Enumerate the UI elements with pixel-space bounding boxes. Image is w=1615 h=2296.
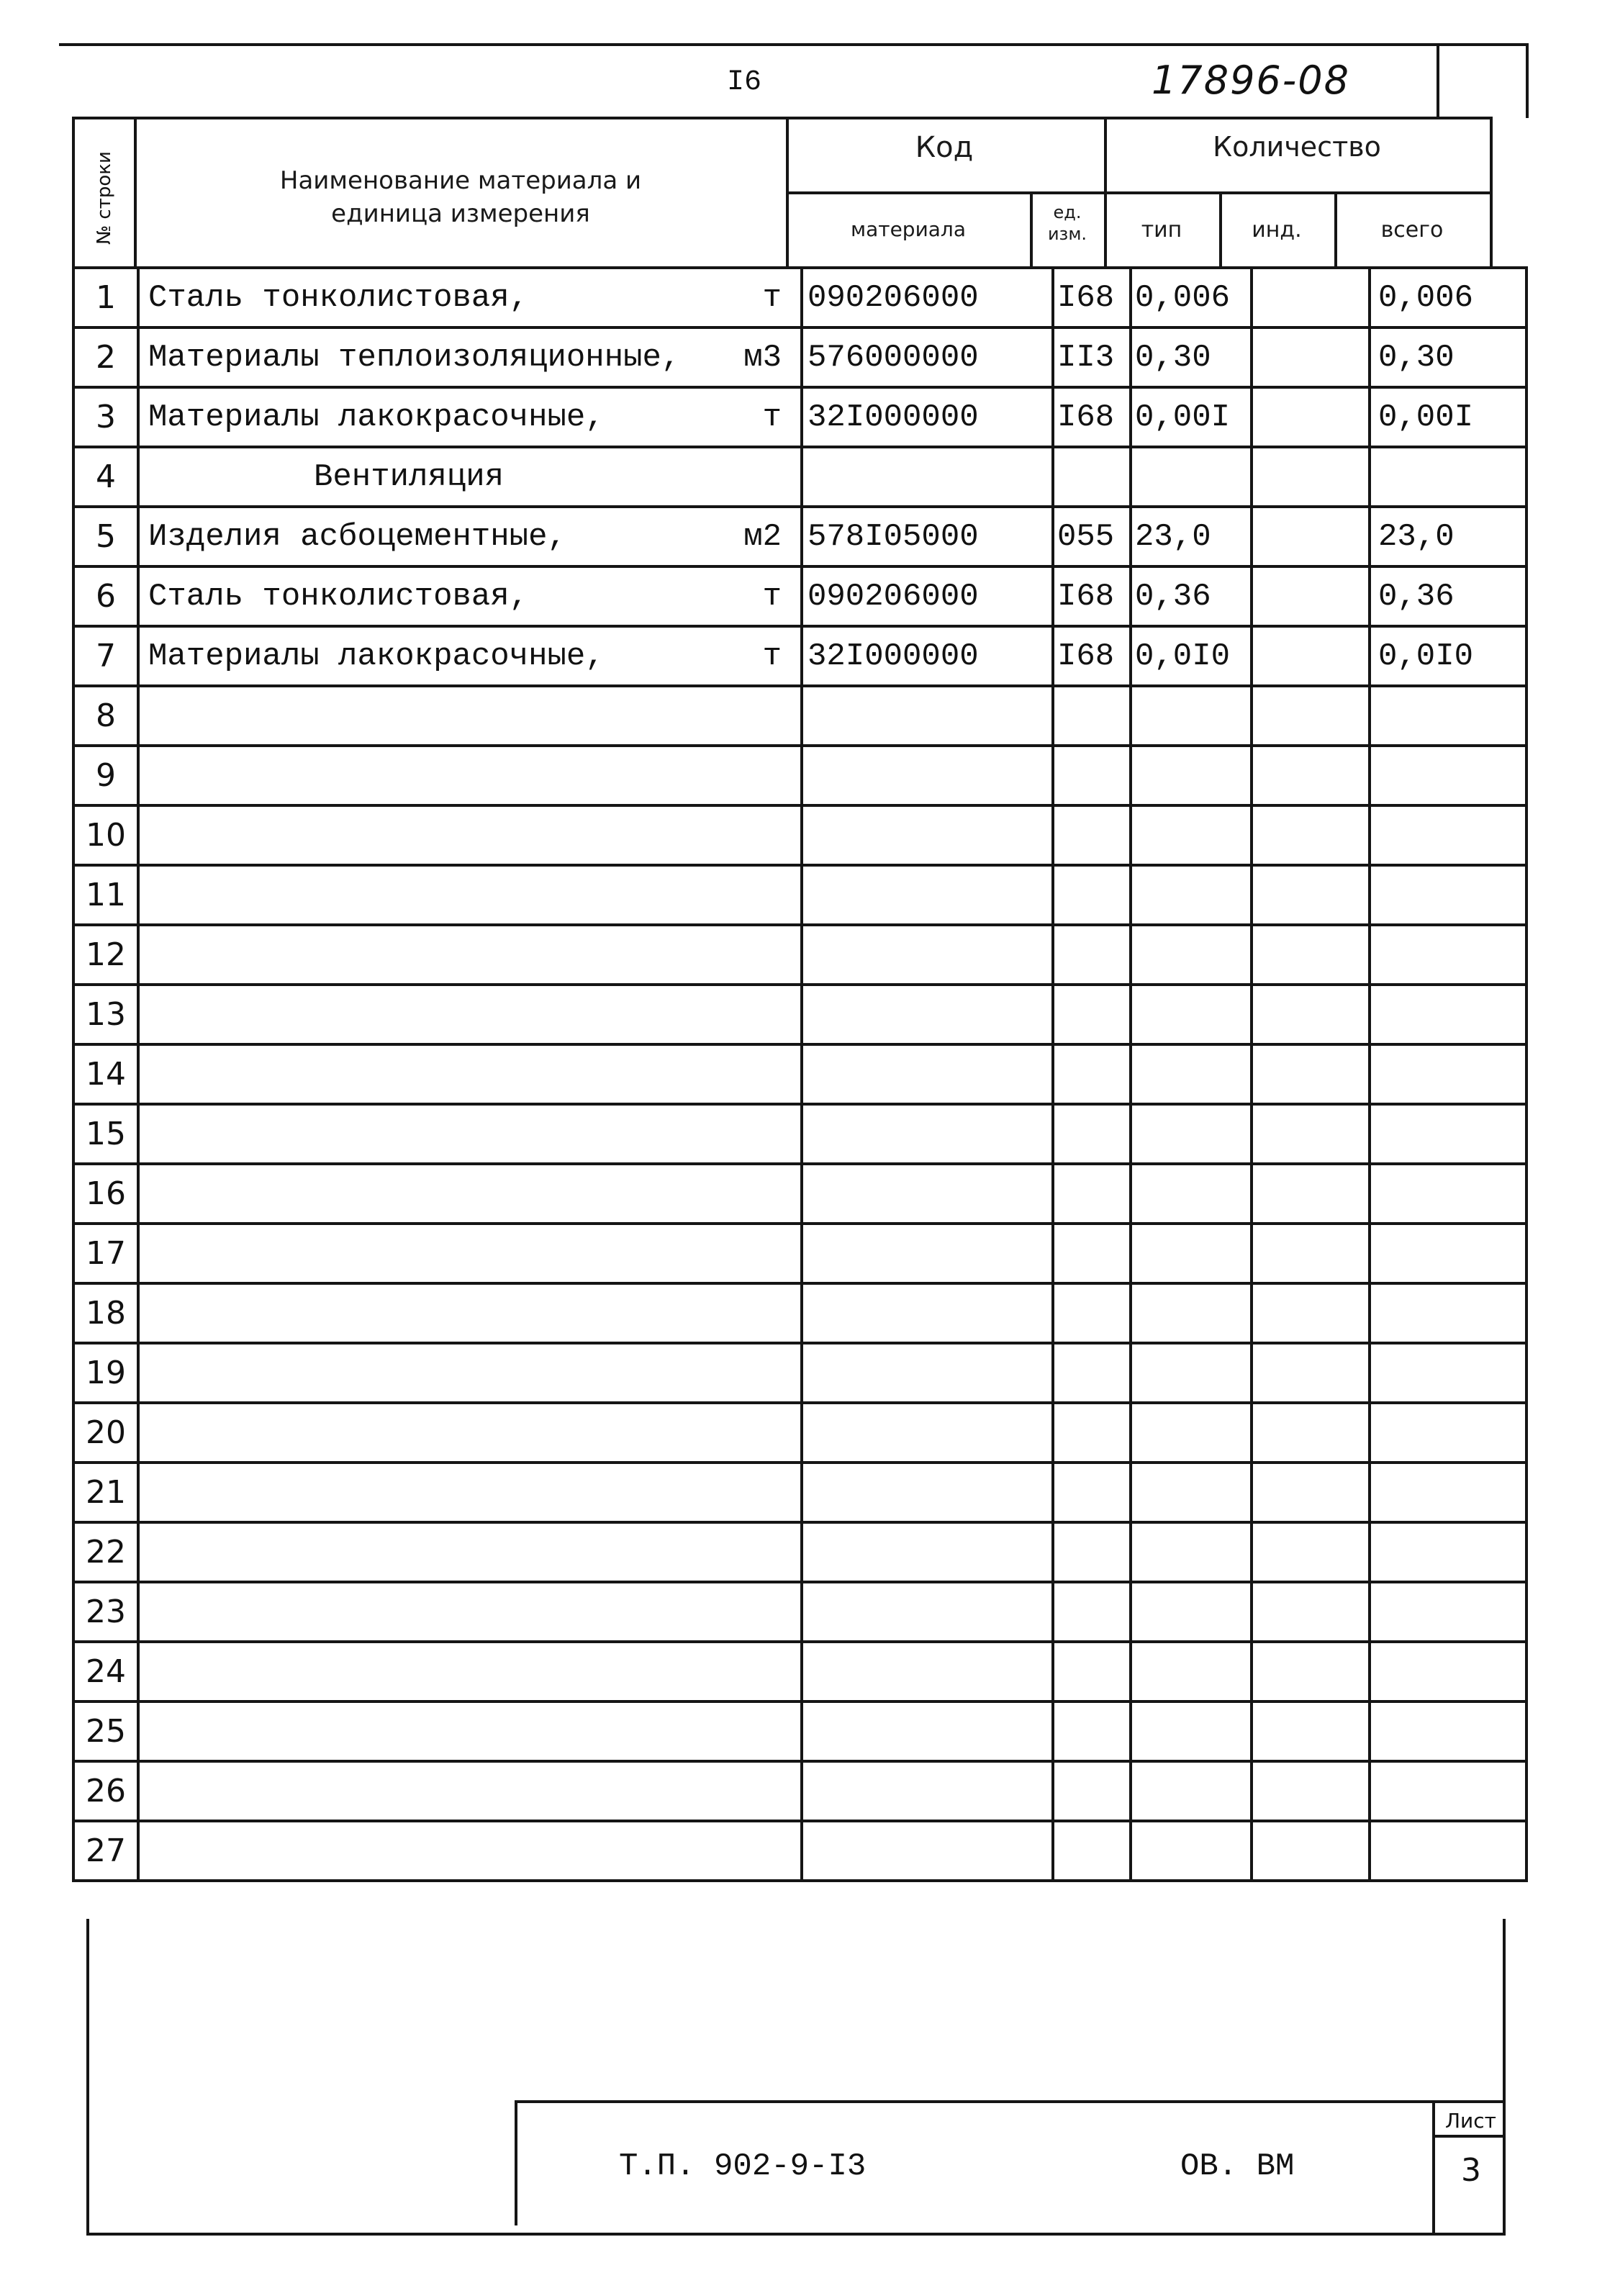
material-name-cell [138, 626, 802, 686]
sheet-divider [1432, 2100, 1435, 2234]
table-row [73, 1224, 1526, 1283]
quantity-ind [1252, 1224, 1370, 1283]
quantity-ind [1252, 268, 1370, 327]
quantity-ind [1252, 327, 1370, 387]
quantity-ind [1252, 925, 1370, 985]
quantity-ind [1252, 686, 1370, 746]
row-number: 11 [73, 865, 138, 925]
table-row [73, 1761, 1526, 1821]
material-code [802, 1582, 1053, 1642]
table-row [73, 447, 1526, 507]
quantity-type [1131, 1044, 1252, 1104]
material-code [802, 985, 1053, 1044]
material-name-cell [138, 1522, 802, 1582]
material-code [802, 805, 1053, 865]
row-number: 3 [73, 387, 138, 447]
quantity-type: 0,00I [1131, 387, 1252, 447]
material-name-cell [138, 1283, 802, 1343]
material-name-cell [138, 1104, 802, 1164]
unit-code [1053, 1343, 1131, 1403]
row-number: 26 [73, 1761, 138, 1821]
bottom-rule [86, 2233, 1506, 2236]
material-code [802, 1463, 1053, 1522]
row-number: 21 [73, 1463, 138, 1522]
material-name-cell [138, 387, 802, 447]
row-number: 8 [73, 686, 138, 746]
code-header: Код [915, 131, 974, 164]
ind-header: инд. [1252, 217, 1302, 243]
row-number: 10 [73, 805, 138, 865]
row-number: 25 [73, 1701, 138, 1761]
material-name-cell [138, 1164, 802, 1224]
unit-code [1053, 925, 1131, 985]
material-code [802, 1104, 1053, 1164]
table-row [73, 1343, 1526, 1403]
table-row [73, 865, 1526, 925]
quantity-type [1131, 925, 1252, 985]
unit-code [1053, 686, 1131, 746]
type-header: тип [1141, 217, 1182, 243]
quantity-ind [1252, 1343, 1370, 1403]
quantity-type [1131, 1761, 1252, 1821]
unit-code: I68 [1053, 268, 1131, 327]
unit-code [1053, 1642, 1131, 1701]
quantity-total [1370, 925, 1526, 985]
table-row [73, 566, 1526, 626]
quantity-type [1131, 1343, 1252, 1403]
table-row [73, 1582, 1526, 1642]
sheet-label-rule [1432, 2135, 1504, 2138]
name-header: Наименование материала и единица измерения [279, 166, 642, 228]
material-code [802, 865, 1053, 925]
material-name-cell [138, 566, 802, 626]
quantity-total [1370, 1642, 1526, 1701]
material-code [802, 746, 1053, 805]
unit-of-measure: т [762, 578, 782, 615]
quantity-type [1131, 985, 1252, 1044]
table-row [73, 1283, 1526, 1343]
unit-code [1053, 1283, 1131, 1343]
table-row [73, 1701, 1526, 1761]
unit-of-measure: т [762, 279, 782, 316]
row-number: 23 [73, 1582, 138, 1642]
unit-code [1053, 1582, 1131, 1642]
quantity-total [1370, 1104, 1526, 1164]
quantity-total [1370, 1522, 1526, 1582]
quantity-total [1370, 1283, 1526, 1343]
table-row [73, 746, 1526, 805]
quantity-type [1131, 805, 1252, 865]
material-name-cell [138, 1761, 802, 1821]
table-row [73, 1821, 1526, 1881]
row-number: 5 [73, 507, 138, 566]
unit-code [1053, 1761, 1131, 1821]
quantity-type [1131, 1821, 1252, 1881]
material-code: 32I000000 [802, 387, 1053, 447]
material-name: Материалы лакокрасочные, [148, 399, 605, 435]
quantity-ind [1252, 1522, 1370, 1582]
table-row [73, 805, 1526, 865]
quantity-total [1370, 447, 1526, 507]
unit-code: 055 [1053, 507, 1131, 566]
row-number-header: № строки [94, 151, 115, 245]
material-code [802, 1761, 1053, 1821]
table-row [73, 626, 1526, 686]
quantity-ind [1252, 865, 1370, 925]
row-number: 9 [73, 746, 138, 805]
quantity-total: 0,36 [1370, 566, 1526, 626]
quantity-type [1131, 746, 1252, 805]
row-number: 27 [73, 1821, 138, 1881]
header-mid-border [786, 191, 1493, 194]
quantity-type [1131, 447, 1252, 507]
quantity-total [1370, 746, 1526, 805]
material-code-header: материала [850, 217, 966, 241]
quantity-ind [1252, 626, 1370, 686]
quantity-type [1131, 1701, 1252, 1761]
quantity-ind [1252, 1044, 1370, 1104]
unit-code [1053, 1044, 1131, 1104]
header-top-border [72, 117, 1490, 119]
table-row [73, 387, 1526, 447]
material-code: 32I000000 [802, 626, 1053, 686]
unit-code [1053, 1403, 1131, 1463]
unit-code [1053, 1224, 1131, 1283]
row-number: 12 [73, 925, 138, 985]
row-number: 16 [73, 1164, 138, 1224]
quantity-total: 0,00I [1370, 387, 1526, 447]
quantity-type: 0,0I0 [1131, 626, 1252, 686]
quantity-type [1131, 1164, 1252, 1224]
unit-code [1053, 1164, 1131, 1224]
quantity-total [1370, 1821, 1526, 1881]
row-number: 20 [73, 1403, 138, 1463]
quantity-total [1370, 1343, 1526, 1403]
quantity-ind [1252, 1821, 1370, 1881]
quantity-ind [1252, 1463, 1370, 1522]
quantity-type: 23,0 [1131, 507, 1252, 566]
table-row [73, 925, 1526, 985]
unit-code: I68 [1053, 626, 1131, 686]
material-name-cell [138, 805, 802, 865]
material-code [802, 1821, 1053, 1881]
material-code [802, 1164, 1053, 1224]
material-name-cell [138, 865, 802, 925]
quantity-ind [1252, 447, 1370, 507]
unit-code: I68 [1053, 566, 1131, 626]
quantity-type [1131, 1224, 1252, 1283]
table-row [73, 1044, 1526, 1104]
row-number: 24 [73, 1642, 138, 1701]
quantity-ind [1252, 1761, 1370, 1821]
row-number: 15 [73, 1104, 138, 1164]
sheet-number: 3 [1461, 2152, 1481, 2189]
unit-code [1053, 1104, 1131, 1164]
right-frame [1526, 43, 1529, 118]
table-row [73, 1642, 1526, 1701]
row-number: 19 [73, 1343, 138, 1403]
material-name-cell [138, 985, 802, 1044]
material-name-cell [138, 447, 802, 507]
document-number: 17896-08 [1152, 58, 1350, 103]
quantity-total [1370, 1164, 1526, 1224]
row-number: 17 [73, 1224, 138, 1283]
quantity-type [1131, 1582, 1252, 1642]
unit-code [1053, 1463, 1131, 1522]
material-name-cell [138, 1224, 802, 1283]
material-name: Материалы теплоизоляционные, [148, 339, 681, 376]
unit-of-measure: м3 [743, 339, 782, 376]
header-divider [1437, 43, 1439, 118]
unit-code-header: ед. изм. [1047, 202, 1087, 244]
quantity-type [1131, 686, 1252, 746]
material-name: Сталь тонколистовая, [148, 578, 529, 615]
quantity-type: 0,30 [1131, 327, 1252, 387]
quantity-total [1370, 1463, 1526, 1522]
row-number: 4 [73, 447, 138, 507]
table-row [73, 985, 1526, 1044]
quantity-total [1370, 1224, 1526, 1283]
unit-code: II3 [1053, 327, 1131, 387]
quantity-ind [1252, 1164, 1370, 1224]
material-name-cell [138, 1463, 802, 1522]
page-number: I6 [727, 66, 762, 99]
quantity-total [1370, 686, 1526, 746]
unit-code [1053, 447, 1131, 507]
row-number: 22 [73, 1522, 138, 1582]
material-code [802, 925, 1053, 985]
table-row [73, 1463, 1526, 1522]
material-code [802, 1343, 1053, 1403]
quantity-ind [1252, 746, 1370, 805]
top-rule [59, 43, 1529, 46]
quantity-total [1370, 865, 1526, 925]
material-code: 090206000 [802, 566, 1053, 626]
quantity-total [1370, 1403, 1526, 1463]
material-code [802, 686, 1053, 746]
quantity-type [1131, 1283, 1252, 1343]
quantity-ind [1252, 1582, 1370, 1642]
material-code: 578I05000 [802, 507, 1053, 566]
quantity-ind [1252, 985, 1370, 1044]
material-code [802, 1224, 1053, 1283]
section-heading: Вентиляция [314, 458, 505, 495]
unit-code [1053, 865, 1131, 925]
row-number: 2 [73, 327, 138, 387]
quantity-ind [1252, 507, 1370, 566]
material-name-cell [138, 1642, 802, 1701]
material-name-cell [138, 1582, 802, 1642]
material-name-cell [138, 925, 802, 985]
quantity-type [1131, 1104, 1252, 1164]
quantity-header: Количество [1213, 131, 1381, 163]
table-row [73, 1164, 1526, 1224]
quantity-total: 0,0I0 [1370, 626, 1526, 686]
unit-code [1053, 1701, 1131, 1761]
quantity-ind [1252, 1104, 1370, 1164]
material-name-cell [138, 746, 802, 805]
quantity-total: 0,30 [1370, 327, 1526, 387]
row-number: 18 [73, 1283, 138, 1343]
drawing-mark: ОВ. ВМ [1180, 2148, 1295, 2184]
quantity-total [1370, 985, 1526, 1044]
quantity-ind [1252, 1701, 1370, 1761]
material-name-cell [138, 507, 802, 566]
material-name-cell [138, 686, 802, 746]
project-code: Т.П. 902-9-I3 [619, 2148, 867, 2184]
table-row [73, 1403, 1526, 1463]
quantity-ind [1252, 805, 1370, 865]
unit-code [1053, 1522, 1131, 1582]
row-number: 13 [73, 985, 138, 1044]
row-number: 14 [73, 1044, 138, 1104]
table-row [73, 507, 1526, 566]
quantity-total [1370, 805, 1526, 865]
quantity-type: 0,006 [1131, 268, 1252, 327]
material-code [802, 447, 1053, 507]
quantity-type [1131, 1642, 1252, 1701]
quantity-total: 23,0 [1370, 507, 1526, 566]
unit-of-measure: т [762, 638, 782, 674]
unit-code [1053, 746, 1131, 805]
quantity-type [1131, 1522, 1252, 1582]
quantity-type [1131, 1403, 1252, 1463]
table-row [73, 1522, 1526, 1582]
table-row [73, 1104, 1526, 1164]
unit-code [1053, 985, 1131, 1044]
unit-of-measure: м2 [743, 518, 782, 555]
sheet-label: Лист [1445, 2109, 1496, 2133]
table-row [73, 686, 1526, 746]
unit-code [1053, 805, 1131, 865]
table-row [73, 268, 1526, 327]
quantity-ind [1252, 1283, 1370, 1343]
quantity-ind [1252, 1642, 1370, 1701]
quantity-total [1370, 1044, 1526, 1104]
quantity-total [1370, 1582, 1526, 1642]
row-number: 1 [73, 268, 138, 327]
material-code [802, 1283, 1053, 1343]
material-name: Сталь тонколистовая, [148, 279, 529, 316]
material-code [802, 1044, 1053, 1104]
row-number: 6 [73, 566, 138, 626]
material-code: 090206000 [802, 268, 1053, 327]
material-name-cell [138, 327, 802, 387]
material-name-cell [138, 1821, 802, 1881]
unit-code [1053, 1821, 1131, 1881]
quantity-ind [1252, 566, 1370, 626]
unit-of-measure: т [762, 399, 782, 435]
quantity-total: 0,006 [1370, 268, 1526, 327]
quantity-total [1370, 1701, 1526, 1761]
quantity-total [1370, 1761, 1526, 1821]
material-name-cell [138, 1044, 802, 1104]
material-code [802, 1403, 1053, 1463]
material-code [802, 1522, 1053, 1582]
row-number: 7 [73, 626, 138, 686]
material-name-cell [138, 1701, 802, 1761]
material-name: Материалы лакокрасочные, [148, 638, 605, 674]
quantity-ind [1252, 387, 1370, 447]
table-row [73, 327, 1526, 387]
material-code: 576000000 [802, 327, 1053, 387]
material-code [802, 1701, 1053, 1761]
quantity-ind [1252, 1403, 1370, 1463]
material-name: Изделия асбоцементные, [148, 518, 566, 555]
quantity-type [1131, 865, 1252, 925]
material-table [72, 266, 1528, 1882]
material-name-cell [138, 1403, 802, 1463]
total-header: всего [1380, 217, 1444, 243]
material-code [802, 1642, 1053, 1701]
bottom-left-frame [86, 1919, 89, 2236]
quantity-type [1131, 1463, 1252, 1522]
material-name-cell [138, 268, 802, 327]
material-name-cell [138, 1343, 802, 1403]
unit-code: I68 [1053, 387, 1131, 447]
quantity-type: 0,36 [1131, 566, 1252, 626]
